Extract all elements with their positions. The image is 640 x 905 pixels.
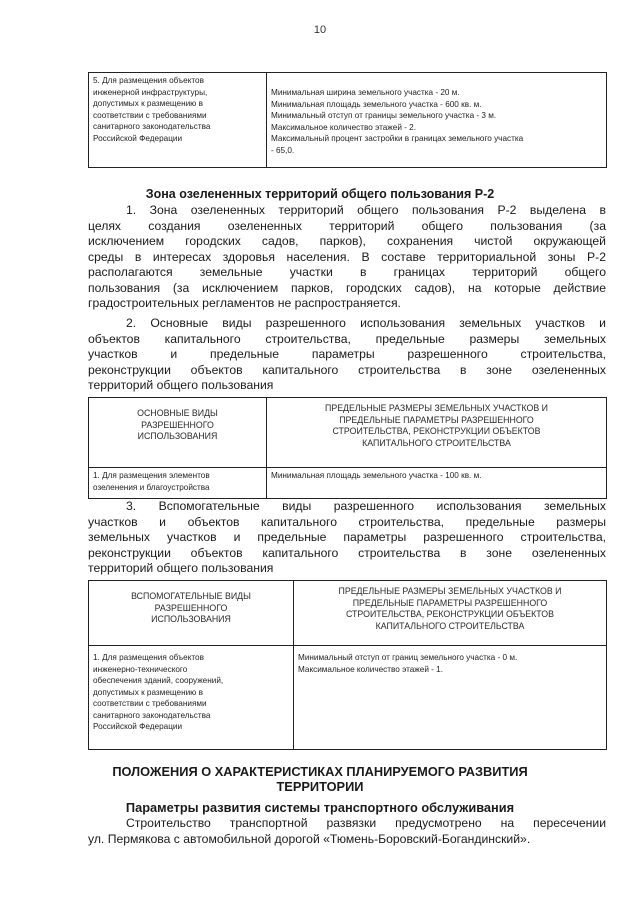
table-row [89, 468, 607, 499]
paragraph-1: 1. Зона озелененных территорий общего пользования Р-2 выделена в целях создания озелененных территорий общего пользования (за исключением городских садов, парков), сохранения чистой окружающей среды в интересах здоровья населения. В составе территориальной зоны Р-2 располагаются земельные участки в границах территорий общего пользования (за исключением парков, городских садов), на которые действие градостроительных регламентов не распространяется. [88, 203, 606, 310]
table-header-use-types: ОСНОВНЫЕ ВИДЫ РАЗРЕШЕННОГО ИСПОЛЬЗОВАНИЯ [89, 398, 267, 468]
table-header-use-types: ВСПОМОГАТЕЛЬНЫЕ ВИДЫ РАЗРЕШЕННОГО ИСПОЛЬЗОВАНИЯ [89, 581, 294, 646]
subsection-title-transport: Параметры развития системы транспортного обслуживания [125, 800, 515, 815]
section-title-planned-development: ПОЛОЖЕНИЯ О ХАРАКТЕРИСТИКАХ ПЛАНИРУЕМОГО РАЗВИТИЯ ТЕРРИТОРИИ [112, 764, 528, 794]
table-cell-use-type: 1. Для размещения элементов озеленения и благоустройства [89, 468, 267, 499]
paragraph-4: Строительство транспортной развязки предусмотрено на пересечении ул. Пермякова с автомобильной дорогой «Тюмень-Боровский-Богандинский». [88, 816, 606, 846]
table-header-row [89, 581, 607, 646]
table-row [89, 646, 607, 750]
table-cell-use-type: 5. Для размещения объектов инженерной инфраструктуры, допустимых к размещению в соответствии с требованиями санитарного законодательства Российской Федерации [89, 73, 267, 168]
table-row [89, 73, 607, 168]
table-cell-parameters: Минимальная площадь земельного участка - 100 кв. м. [267, 468, 607, 499]
table-cell-parameters: Минимальный отступ от границ земельного участка - 0 м. Максимальное количество этажей - 1. [294, 646, 607, 750]
page-number: 10 [313, 24, 327, 36]
table-cell-parameters: Минимальная ширина земельного участка - 20 м. Минимальная площадь земельного участка - 600 кв. м. Минимальный отступ от границы земельного участка - 3 м. Максимальное количество этажей - 2. Максимальный процент застройки в границах земельного участка - 65,0. [267, 73, 607, 168]
table-cell-use-type: 1. Для размещения объектов инженерно-технического обеспечения зданий, сооружений, допустимых к размещению в соответствии с требованиями санитарного законодательства Российской Федерации [89, 646, 294, 750]
table-main-uses [88, 397, 607, 499]
table-header-parameters: ПРЕДЕЛЬНЫЕ РАЗМЕРЫ ЗЕМЕЛЬНЫХ УЧАСТКОВ И ПРЕДЕЛЬНЫЕ ПАРАМЕТРЫ РАЗРЕШЕННОГО СТРОИТЕЛЬСТВА, РЕКОНСТРУКЦИИ ОБЪЕКТОВ КАПИТАЛЬНОГО СТРОИТЕЛЬСТВА [294, 581, 607, 646]
table-zone-r1-continued [88, 72, 607, 168]
paragraph-3: 3. Вспомогательные виды разрешенного использования земельных участков и объектов капитального строительства, предельные размеры земельных участков и предельные параметры разрешенного строительства, реконструкции объектов капитального строительства в зоне озелененных территорий общего пользования [88, 499, 606, 575]
table-header-parameters: ПРЕДЕЛЬНЫЕ РАЗМЕРЫ ЗЕМЕЛЬНЫХ УЧАСТКОВ И ПРЕДЕЛЬНЫЕ ПАРАМЕТРЫ РАЗРЕШЕННОГО СТРОИТЕЛЬСТВА, РЕКОНСТРУКЦИИ ОБЪЕКТОВ КАПИТАЛЬНОГО СТРОИТЕЛЬСТВА [267, 398, 607, 468]
table-auxiliary-uses [88, 580, 607, 750]
paragraph-2: 2. Основные виды разрешенного использования земельных участков и объектов капитального строительства, предельные размеры земельных участков и предельные параметры разрешенного строительства, реконструкции объектов капитального строительства в зоне озелененных территорий общего пользования [88, 316, 606, 392]
zone-title: Зона озелененных территорий общего пользования Р-2 [145, 187, 495, 201]
table-header-row [89, 398, 607, 468]
